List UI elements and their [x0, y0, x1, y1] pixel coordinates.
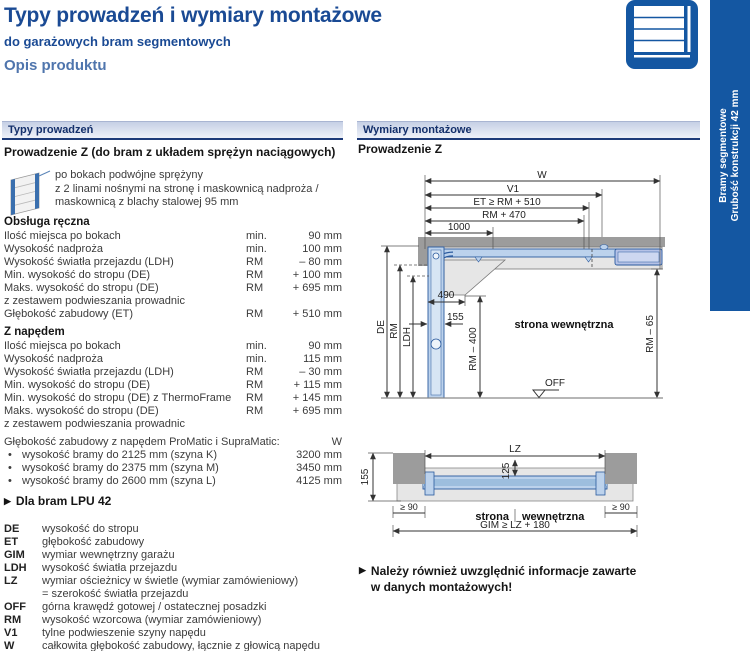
depth-row	[4, 449, 342, 462]
spec-label: Wysokość światła przejazdu (LDH)	[4, 256, 174, 268]
variant-title: Prowadzenie Z (do bram z układem sprężyn naciągowych)	[4, 145, 336, 159]
lpu-note	[4, 494, 111, 508]
legend-def: wysokość wzorcowa (wymiar zamówieniowy)	[42, 614, 262, 626]
dim-label-155: 155	[360, 468, 371, 486]
spec-value: – 80 mm	[299, 256, 342, 268]
legend-row	[4, 562, 344, 575]
lpu-note-text: Dla bram LPU 42	[15, 494, 112, 508]
label-inner-2: wewnętrzna	[522, 511, 585, 523]
spec-row	[4, 379, 342, 392]
legend-term: V1	[4, 627, 18, 639]
spec-row	[4, 366, 342, 379]
label-inner-side: strona wewnętrzna	[514, 319, 614, 331]
spec-row	[4, 256, 342, 269]
section-label: Opis produktu	[4, 57, 107, 74]
spec-value: 100 mm	[302, 243, 342, 255]
legend-def: wymiar wewnętrzny garażu	[42, 549, 175, 561]
dim-label-90-right: ≥ 90	[612, 502, 630, 512]
pointer-icon: ▶	[4, 496, 11, 506]
spec-row	[4, 353, 342, 366]
spec-ref: RM	[246, 379, 264, 391]
dimension-labels	[376, 170, 656, 389]
spec-label: Min. wysokość do stropu (DE)	[4, 379, 151, 391]
spec-ref: RM	[246, 256, 264, 268]
spec-row	[4, 269, 342, 282]
feature-line: po bokach podwójne sprężyny	[55, 169, 203, 181]
depth-row	[4, 475, 342, 488]
depth-label: wysokość bramy do 2375 mm (szyna M)	[22, 462, 219, 474]
dim-label-lz: LZ	[509, 444, 521, 455]
spec-ref: min.	[246, 230, 267, 242]
spec-label: z zestawem podwieszania prowadnic	[4, 418, 185, 430]
depth-value: 3200 mm	[296, 449, 342, 461]
spec-row	[4, 418, 342, 431]
spec-ref: RM	[246, 392, 264, 404]
legend-row	[4, 575, 344, 601]
edge-tab-line1: Bramy segmentowe	[718, 108, 729, 203]
spec-value	[282, 295, 342, 308]
manual-section-title: Obsługa ręczna	[4, 216, 90, 228]
spec-label: Ilość miejsca po bokach	[4, 230, 121, 242]
diagram-variant-title: Prowadzenie Z	[358, 142, 443, 156]
spec-ref: RM	[246, 366, 264, 378]
dim-label-ldh: LDH	[402, 326, 413, 348]
legend-row	[4, 614, 344, 627]
dim-label-rm470: RM + 470	[482, 210, 526, 221]
feature-description	[55, 169, 319, 210]
spec-label: Wysokość nadproża	[4, 243, 103, 255]
depth-value: 4125 mm	[296, 475, 342, 487]
dim-label-1000: 1000	[447, 222, 471, 233]
spec-value: 90 mm	[308, 230, 342, 242]
depth-label: wysokość bramy do 2125 mm (szyna K)	[22, 449, 218, 461]
dim-label-155: 155	[447, 312, 464, 323]
legend-def: górna krawędź gotowej / ostatecznej posadzki	[42, 601, 267, 613]
page-subtitle: do garażowych bram segmentowych	[4, 34, 231, 49]
mounting-data-note	[359, 563, 699, 595]
dim-label-et: ET ≥ RM + 510	[473, 197, 541, 208]
label-inner-1: strona	[475, 511, 509, 523]
legend-term: DE	[4, 523, 20, 535]
spec-label: Głębokość zabudowy (ET)	[4, 308, 133, 320]
spec-value: 115 mm	[303, 353, 342, 365]
depth-row	[4, 462, 342, 475]
spec-value: + 695 mm	[292, 405, 342, 417]
spec-label: Ilość miejsca po bokach	[4, 340, 121, 352]
page-title: Typy prowadzeń i wymiary montażowe	[4, 4, 382, 27]
spec-label: Maks. wysokość do stropu (DE)	[4, 405, 159, 417]
dim-label-de: DE	[376, 320, 387, 334]
spec-label: Min. wysokość do stropu (DE) z ThermoFrame	[4, 392, 232, 404]
legend-def	[42, 575, 344, 601]
legend-row	[4, 627, 344, 640]
dim-label-rm65: RM – 65	[645, 315, 656, 353]
bullet: •	[8, 449, 12, 461]
legend-term: LZ	[4, 575, 18, 587]
spec-label: Min. wysokość do stropu (DE)	[4, 269, 151, 281]
depth-value: 3450 mm	[296, 462, 342, 474]
section-bar-mounting-dimensions: Wymiary montażowe	[357, 121, 700, 140]
spec-value: + 510 mm	[292, 308, 342, 320]
spec-ref: min.	[246, 340, 267, 352]
spec-ref: RM	[246, 269, 264, 281]
legend-term: GIM	[4, 549, 25, 561]
powered-section-title: Z napędem	[4, 326, 65, 338]
legend-row	[4, 523, 344, 536]
mount-note-line1: Należy również uwzględnić informacje zawarte	[370, 564, 637, 578]
spec-ref: min.	[246, 353, 267, 365]
spec-value: 90 mm	[308, 340, 342, 352]
bullet: •	[8, 475, 12, 487]
spec-ref	[246, 418, 282, 431]
spec-value: + 145 mm	[292, 392, 342, 404]
legend-def: tylne podwieszenie szyny napędu	[42, 627, 206, 639]
feature-line: maskownicą z blachy stalowej 95 mm	[55, 196, 239, 208]
spec-row	[4, 295, 342, 308]
legend-def-line1: wymiar ościeżnicy w świetle (wymiar zamówieniowy)	[42, 575, 299, 587]
dim-label-gim: GIM ≥ LZ + 180	[480, 520, 550, 531]
feature-line: z 2 linami nośnymi na stronę i maskownicą nadproża /	[55, 182, 319, 195]
edge-tab	[710, 0, 750, 311]
dim-label-v1: V1	[506, 184, 520, 195]
legend-def: głębokość zabudowy	[42, 536, 145, 548]
spec-label: z zestawem podwieszania prowadnic	[4, 295, 185, 307]
sectional-door-icon	[625, 0, 699, 70]
spec-ref: RM	[246, 405, 264, 417]
dim-label-125: 125	[501, 462, 512, 480]
section-bar-track-types: Typy prowadzeń	[2, 121, 343, 140]
spec-row	[4, 405, 342, 418]
door-panel-thumbnail	[7, 168, 51, 216]
spec-row	[4, 308, 342, 321]
spec-row	[4, 282, 342, 295]
dim-label-rm: RM	[389, 323, 400, 339]
manual-spec-table	[4, 230, 342, 321]
legend-term: W	[4, 640, 15, 651]
spec-ref	[246, 295, 282, 308]
spec-value: + 695 mm	[292, 282, 342, 294]
powered-spec-table	[4, 340, 342, 431]
legend-term: RM	[4, 614, 22, 626]
label-off: OFF	[545, 378, 565, 389]
spec-value: + 115 mm	[293, 379, 342, 391]
edge-tab-line2: Grubość konstrukcji 42 mm	[730, 89, 741, 222]
abbreviation-legend	[4, 523, 344, 651]
depth-col: W	[331, 436, 342, 448]
dim-label-90-left: ≥ 90	[400, 502, 418, 512]
spec-value: – 30 mm	[299, 366, 342, 378]
pointer-icon: ▶	[359, 565, 366, 575]
structure-shapes	[418, 237, 665, 295]
spec-ref: RM	[246, 282, 264, 294]
spec-value: + 100 mm	[292, 269, 342, 281]
dim-label-w: W	[537, 170, 547, 181]
legend-def: wysokość do stropu	[42, 523, 139, 535]
dim-label-rm400: RM – 400	[468, 327, 479, 371]
legend-row	[4, 549, 344, 562]
depth-header-row	[4, 436, 342, 449]
legend-row	[4, 601, 344, 614]
bullet: •	[8, 462, 12, 474]
spec-label: Wysokość nadproża	[4, 353, 103, 365]
mount-note-line2: w danych montażowych!	[370, 580, 513, 594]
legend-def: całkowita głębokość zabudowy, łącznie z głowicą napędu	[42, 640, 321, 651]
dimension-lines	[381, 175, 663, 398]
plan-section-diagram	[357, 430, 707, 542]
legend-term: ET	[4, 536, 19, 548]
spec-label: Maks. wysokość do stropu (DE)	[4, 282, 159, 294]
spec-ref: min.	[246, 243, 267, 255]
legend-def: wysokość światła przejazdu	[42, 562, 178, 574]
legend-term: OFF	[4, 601, 26, 613]
legend-term: LDH	[4, 562, 27, 574]
spec-ref: RM	[246, 308, 264, 320]
spec-label: Wysokość światła przejazdu (LDH)	[4, 366, 174, 378]
legend-row	[4, 640, 344, 651]
spec-value	[282, 418, 342, 431]
spec-row	[4, 392, 342, 405]
dim-label-490: 490	[437, 290, 455, 301]
side-section-diagram	[357, 157, 707, 427]
depth-title: Głębokość zabudowy z napędem ProMatic i SupraMatic:	[4, 436, 280, 448]
depth-label: wysokość bramy do 2600 mm (szyna L)	[22, 475, 216, 487]
spec-row	[4, 243, 342, 256]
spec-row	[4, 340, 342, 353]
spec-row	[4, 230, 342, 243]
legend-row	[4, 536, 344, 549]
drive-depth-table	[4, 436, 342, 488]
legend-def-line2: = szerokość światła przejazdu	[42, 588, 189, 600]
